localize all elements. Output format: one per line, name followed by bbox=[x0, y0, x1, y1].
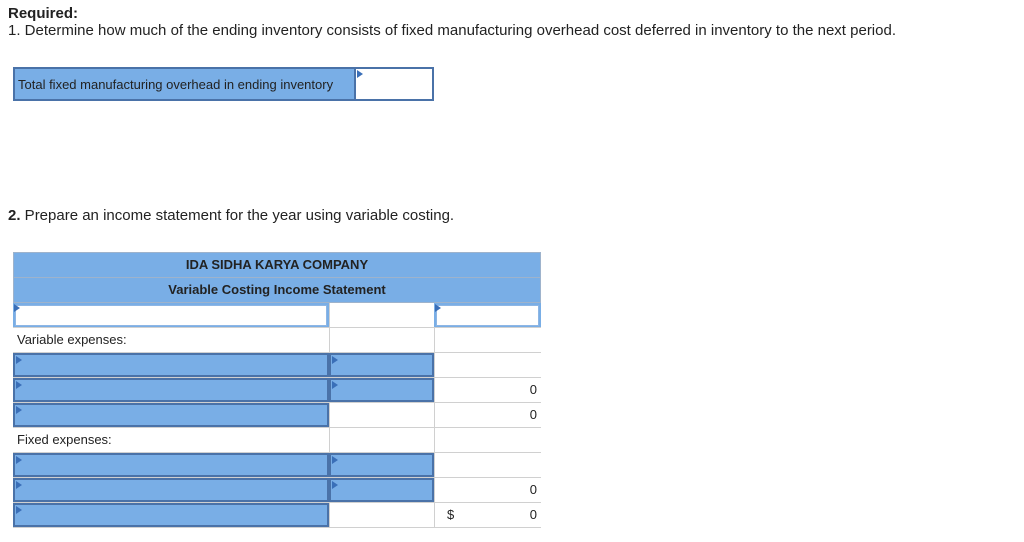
company-name: IDA SIDHA KARYA COMPANY bbox=[13, 252, 541, 278]
fixed-overhead-label: Total fixed manufacturing overhead in ending inventory bbox=[18, 76, 334, 92]
dropdown-marker-icon bbox=[357, 70, 363, 78]
table-row bbox=[13, 353, 541, 378]
row9-label-input[interactable] bbox=[13, 503, 329, 527]
table-row bbox=[13, 378, 541, 403]
row6-col2 bbox=[329, 428, 434, 452]
row8-amount-input[interactable] bbox=[329, 478, 434, 502]
dropdown-marker-icon bbox=[332, 481, 338, 489]
table-row bbox=[13, 328, 541, 353]
dropdown-marker-icon bbox=[16, 356, 22, 364]
row2-col3 bbox=[434, 328, 541, 352]
currency-symbol: $ bbox=[447, 507, 455, 522]
row3-col3 bbox=[434, 353, 541, 377]
row8-total: 0 bbox=[434, 478, 541, 502]
row6-col3 bbox=[434, 428, 541, 452]
row4-label-input[interactable] bbox=[13, 378, 329, 402]
row9-total-value: 0 bbox=[529, 507, 537, 522]
table-row bbox=[13, 453, 541, 478]
statement-title: Variable Costing Income Statement bbox=[13, 278, 541, 303]
dropdown-marker-icon bbox=[332, 356, 338, 364]
table-row bbox=[13, 303, 541, 328]
dropdown-marker-icon bbox=[16, 481, 22, 489]
table-row bbox=[13, 503, 541, 528]
row8-label-input[interactable] bbox=[13, 478, 329, 502]
row9-col2 bbox=[329, 503, 434, 527]
question-2-body: Prepare an income statement for the year using variable costing. bbox=[20, 207, 455, 224]
dropdown-marker-icon bbox=[332, 381, 338, 389]
table-row bbox=[13, 403, 541, 428]
dropdown-marker-icon bbox=[14, 304, 20, 312]
row4-amount-input[interactable] bbox=[329, 378, 434, 402]
row3-label-input[interactable] bbox=[13, 353, 329, 377]
row5-col2 bbox=[329, 403, 434, 427]
dropdown-marker-icon bbox=[16, 381, 22, 389]
row1-amount-input[interactable] bbox=[434, 303, 541, 327]
dropdown-marker-icon bbox=[16, 506, 22, 514]
dropdown-marker-icon bbox=[435, 304, 441, 312]
row1-label-input[interactable] bbox=[13, 303, 329, 327]
fixed-overhead-label-cell bbox=[14, 68, 355, 100]
row7-label-input[interactable] bbox=[13, 453, 329, 477]
row3-amount-input[interactable] bbox=[329, 353, 434, 377]
question-2-number: 2. bbox=[8, 207, 21, 224]
row2-col2 bbox=[329, 328, 434, 352]
row4-total: 0 bbox=[434, 378, 541, 402]
table-row bbox=[13, 428, 541, 453]
required-heading: Required: bbox=[8, 5, 79, 22]
row7-col3 bbox=[434, 453, 541, 477]
fixed-overhead-table bbox=[13, 67, 434, 101]
income-statement bbox=[13, 252, 541, 528]
question-1-text: 1. Determine how much of the ending inventory consists of fixed manufacturing overhead cost deferred in inventory to the next period. bbox=[8, 22, 896, 39]
table-row bbox=[13, 478, 541, 503]
dropdown-marker-icon bbox=[16, 456, 22, 464]
fixed-expenses-label: Fixed expenses: bbox=[17, 432, 112, 447]
variable-expenses-label: Variable expenses: bbox=[17, 332, 127, 347]
question-2-text bbox=[8, 207, 454, 224]
row7-amount-input[interactable] bbox=[329, 453, 434, 477]
fixed-overhead-input[interactable] bbox=[355, 68, 433, 100]
row1-col2 bbox=[329, 303, 434, 327]
row9-total bbox=[434, 503, 541, 527]
row5-label-input[interactable] bbox=[13, 403, 329, 427]
dropdown-marker-icon bbox=[332, 456, 338, 464]
row5-total: 0 bbox=[434, 403, 541, 427]
dropdown-marker-icon bbox=[16, 406, 22, 414]
